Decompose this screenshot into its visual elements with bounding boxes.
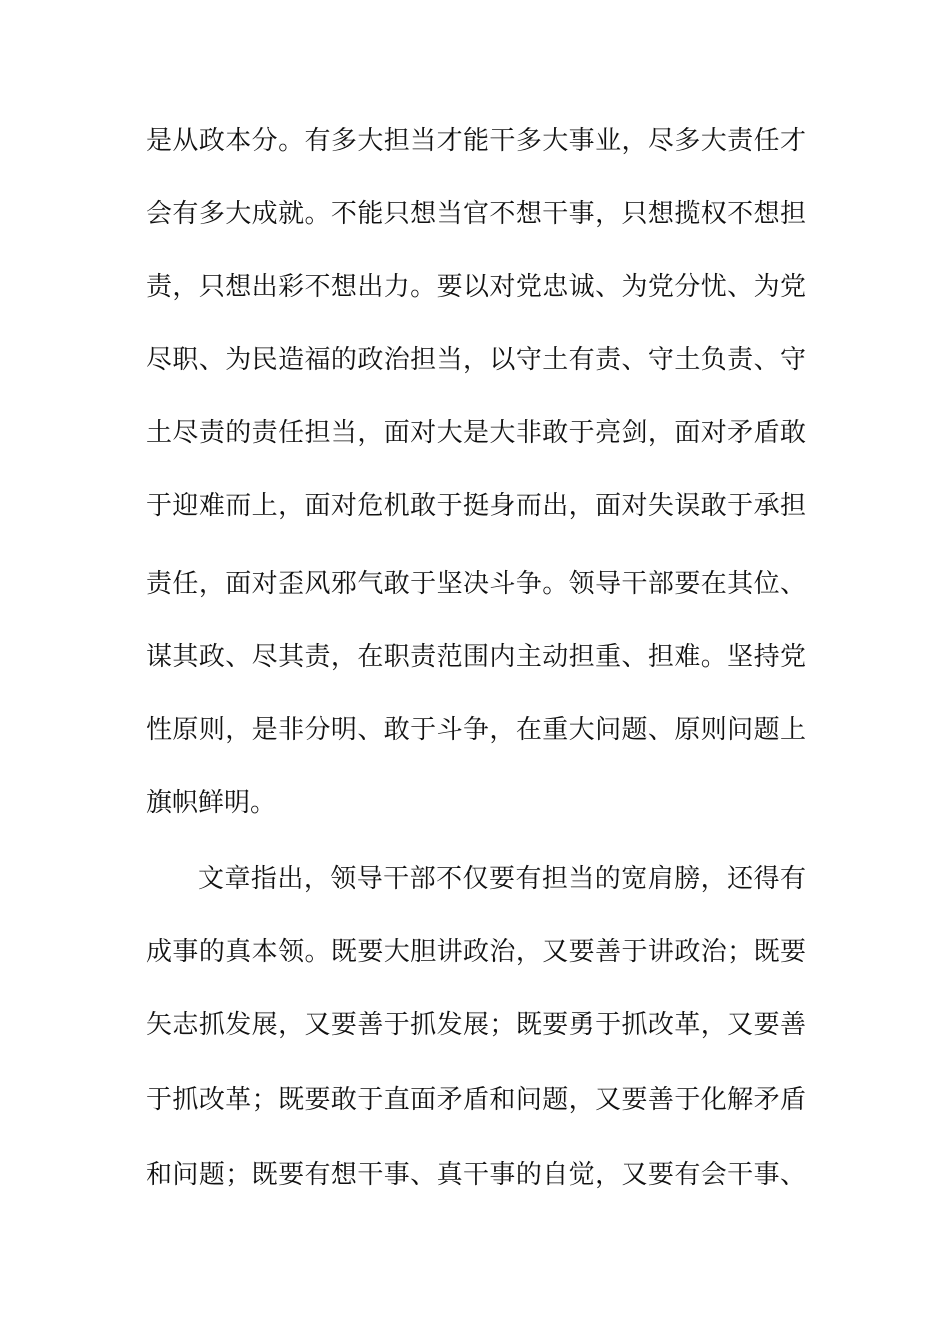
text-line: 于迎难而上，面对危机敢于挺身而出，面对失误敢于承担	[146, 491, 806, 521]
text-line: 会有多大成就。不能只想当官不想干事，只想揽权不想担	[146, 199, 806, 229]
text-line: 成事的真本领。既要大胆讲政治，又要善于讲政治；既要	[146, 937, 806, 967]
paragraph-first-line: 文章指出，领导干部不仅要有担当的宽肩膀，还得有	[198, 864, 806, 894]
text-line: 和问题；既要有想干事、真干事的自觉，又要有会干事、	[146, 1160, 806, 1190]
text-line: 是从政本分。有多大担当才能干多大事业，尽多大责任才	[146, 126, 806, 156]
text-line: 责，只想出彩不想出力。要以对党忠诚、为党分忧、为党	[146, 272, 806, 302]
text-line: 责任，面对歪风邪气敢于坚决斗争。领导干部要在其位、	[146, 569, 806, 599]
text-line: 矢志抓发展，又要善于抓发展；既要勇于抓改革，又要善	[146, 1010, 806, 1040]
text-line: 谋其政、尽其责，在职责范围内主动担重、担难。坚持党	[146, 642, 806, 672]
text-line: 于抓改革；既要敢于直面矛盾和问题，又要善于化解矛盾	[146, 1085, 806, 1115]
text-line: 尽职、为民造福的政治担当，以守土有责、守土负责、守	[146, 345, 806, 375]
text-line: 性原则，是非分明、敢于斗争，在重大问题、原则问题上	[146, 715, 806, 745]
text-line: 土尽责的责任担当，面对大是大非敢于亮剑，面对矛盾敢	[146, 418, 806, 448]
text-line: 旗帜鲜明。	[146, 788, 277, 818]
